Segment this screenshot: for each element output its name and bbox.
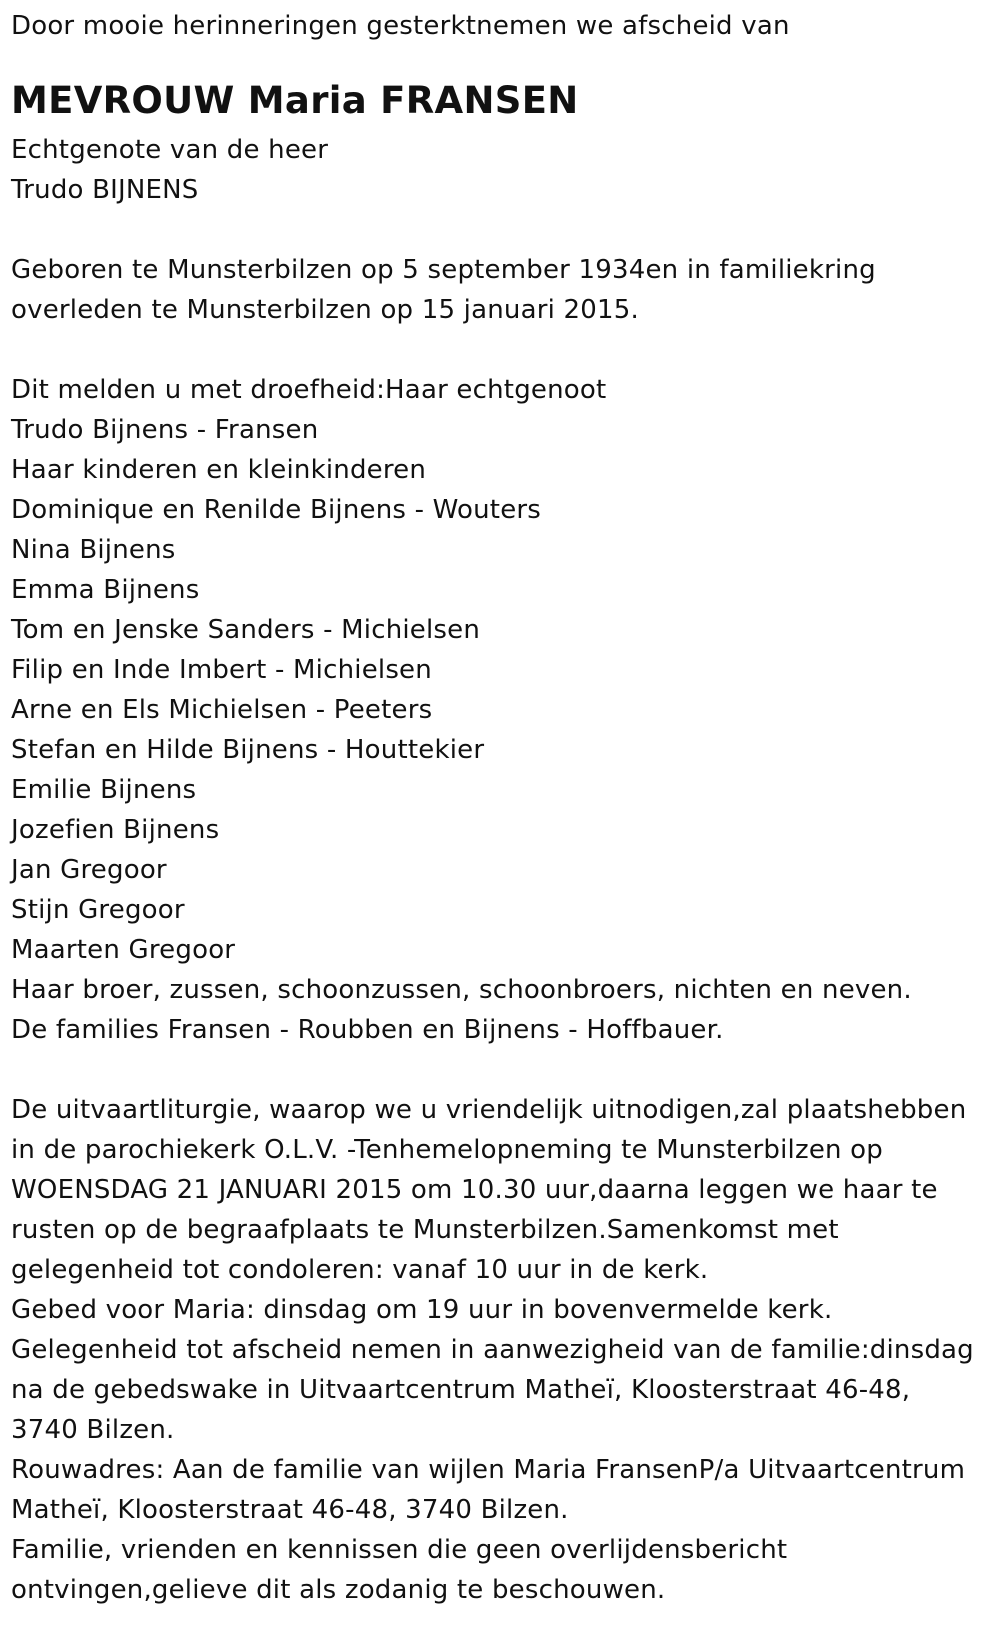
ceremony-line: gelegenheid tot condoleren: vanaf 10 uur in de kerk. [11, 1255, 709, 1285]
family-block [11, 370, 986, 1050]
family-line: Haar kinderen en kleinkinderen [11, 455, 427, 485]
family-line: Tom en Jenske Sanders - Michielsen [11, 615, 481, 645]
ceremony-line: in de parochiekerk O.L.V. -Tenhemelopneming te Munsterbilzen op [11, 1135, 883, 1165]
ceremony-line: na de gebedswake in Uitvaartcentrum Matheï, Kloosterstraat 46-48, [11, 1375, 911, 1405]
spacer [11, 1050, 986, 1090]
family-line: Stijn Gregoor [11, 895, 185, 925]
ceremony-line: De uitvaartliturgie, waarop we u vriendelijk uitnodigen,zal plaatshebben [11, 1095, 967, 1125]
spacer [11, 330, 986, 370]
family-line: Haar broer, zussen, schoonzussen, schoonbroers, nichten en neven. [11, 975, 912, 1005]
birth-death-line: overleden te Munsterbilzen op 15 januari 2015. [11, 295, 639, 325]
ceremony-line: ontvingen,gelieve dit als zodanig te beschouwen. [11, 1575, 666, 1605]
family-line: Arne en Els Michielsen - Peeters [11, 695, 433, 725]
ceremony-line: WOENSDAG 21 JANUARI 2015 om 10.30 uur,daarna leggen we haar te [11, 1175, 938, 1205]
spacer [11, 210, 986, 250]
intro-text: Door mooie herinneringen gesterktnemen we afscheid van [11, 11, 790, 41]
family-line: Jan Gregoor [11, 855, 167, 885]
ceremony-line: Gelegenheid tot afscheid nemen in aanwezigheid van de familie:dinsdag [11, 1335, 974, 1365]
family-line: De families Fransen - Roubben en Bijnens - Hoffbauer. [11, 1015, 724, 1045]
spouse-block [11, 130, 986, 210]
birth-death-line: Geboren te Munsterbilzen op 5 september 1934en in familiekring [11, 255, 876, 285]
birth-death-block [11, 250, 986, 330]
family-line: Filip en Inde Imbert - Michielsen [11, 655, 432, 685]
ceremony-block [11, 1090, 986, 1610]
ceremony-line: Rouwadres: Aan de familie van wijlen Maria FransenP/a Uitvaartcentrum [11, 1455, 966, 1485]
family-line: Stefan en Hilde Bijnens - Houttekier [11, 735, 485, 765]
family-line: Maarten Gregoor [11, 935, 236, 965]
ceremony-line: Gebed voor Maria: dinsdag om 19 uur in bovenvermelde kerk. [11, 1295, 833, 1325]
spouse-line: Trudo BIJNENS [11, 175, 199, 205]
deceased-name: MEVROUW Maria FRANSEN [11, 79, 579, 122]
ceremony-line: Matheï, Kloosterstraat 46-48, 3740 Bilzen. [11, 1495, 569, 1525]
ceremony-line: 3740 Bilzen. [11, 1415, 175, 1445]
family-line: Jozefien Bijnens [11, 815, 220, 845]
family-line: Trudo Bijnens - Fransen [11, 415, 319, 445]
family-line: Emma Bijnens [11, 575, 200, 605]
ceremony-line: rusten op de begraafplaats te Munsterbilzen.Samenkomst met [11, 1215, 839, 1245]
family-line: Nina Bijnens [11, 535, 176, 565]
ceremony-line: Familie, vrienden en kennissen die geen overlijdensbericht [11, 1535, 788, 1565]
spouse-line: Echtgenote van de heer [11, 135, 329, 165]
family-line: Dominique en Renilde Bijnens - Wouters [11, 495, 542, 525]
family-line: Dit melden u met droefheid:Haar echtgenoot [11, 375, 607, 405]
family-line: Emilie Bijnens [11, 775, 197, 805]
